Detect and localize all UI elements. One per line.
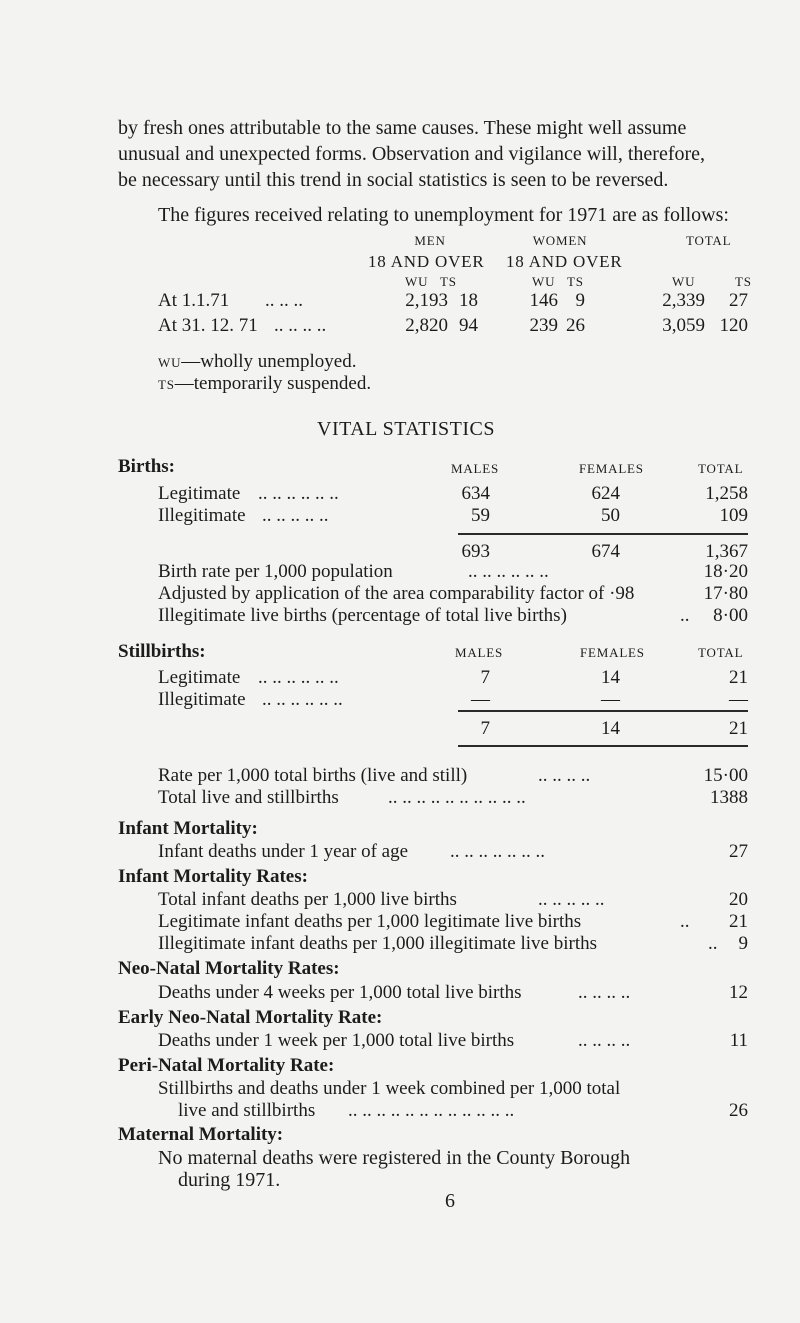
row-label: Legitimate [158,667,241,688]
women-ts-value: 26 [566,315,585,336]
males-sum: 7 [480,718,490,739]
women-wu-value: 239 [529,315,558,336]
women-wu-value: 146 [529,290,558,311]
rate-value: 20 [729,889,748,910]
rate-leader: .. .. .. .. .. .. .. [450,841,545,862]
females-sum: 14 [601,718,620,739]
females-value: 50 [601,505,620,526]
rate-value: 21 [729,911,748,932]
vital-statistics-heading: VITAL STATISTICS [317,418,495,440]
total-wu-value: 2,339 [662,290,705,311]
women-header: WOMEN [532,233,588,248]
rate-value: 27 [729,841,748,862]
men-wu-header: WU [405,274,429,289]
rate-label: Total live and stillbirths [158,787,339,808]
unemployment-lead: The figures received relating to unemployment for 1971 are as follows: [158,204,729,226]
row-leader: .. .. .. [265,290,303,311]
men-ts-value: 18 [459,290,478,311]
row-label: Legitimate [158,483,241,504]
row-leader: .. .. .. .. .. [262,505,329,526]
rate-leader: .. [680,605,690,626]
rate-label: live and stillbirths [178,1100,316,1121]
rate-label: Adjusted by application of the area comparability factor of ·98 [158,583,635,604]
peri-natal-heading: Peri-Natal Mortality Rate: [118,1055,335,1076]
rate-leader: .. [708,933,718,954]
rate-label: Deaths under 4 weeks per 1,000 total live births [158,982,522,1003]
rate-leader: .. .. .. .. [578,982,631,1003]
row-leader: .. .. .. .. .. .. [258,483,339,504]
rate-leader: .. .. .. .. [538,765,591,786]
infant-mortality-heading: Infant Mortality: [118,818,258,839]
note-ts: TS—temporarily suspended. [158,373,372,394]
note-wu: WU—wholly unemployed. [158,351,357,372]
males-value: — [471,689,490,710]
stillbirths-heading: Stillbirths: [118,641,206,662]
women-sub-header: 18 AND OVER [506,252,623,271]
men-ts-header: TS [440,274,457,289]
total-value: 109 [719,505,748,526]
rate-value: 17·80 [703,583,748,604]
males-value: 634 [461,483,490,504]
men-wu-value: 2,193 [405,290,448,311]
females-value: — [601,689,620,710]
rate-label: Total infant deaths per 1,000 live births [158,889,457,910]
rate-value: 26 [729,1100,748,1121]
females-sum: 674 [591,541,620,562]
page-number: 6 [445,1190,455,1212]
men-wu-value: 2,820 [405,315,448,336]
row-leader: .. .. .. .. .. .. [262,689,343,710]
births-total-header: TOTAL [698,461,744,476]
total-wu-header: WU [672,274,696,289]
row-label: Illegitimate [158,689,246,710]
rate-leader: .. .. .. .. .. [538,889,605,910]
total-wu-value: 3,059 [662,315,705,336]
total-value: 1,258 [705,483,748,504]
rate-label: Stillbirths and deaths under 1 week combined per 1,000 total [158,1078,621,1099]
women-ts-value: 9 [575,290,585,311]
stillbirths-bottom-rule [458,745,748,747]
births-males-header: MALES [451,461,500,476]
rate-value: 1388 [710,787,748,808]
men-sub-header: 18 AND OVER [368,252,485,271]
rate-leader: .. .. .. .. .. .. [468,561,549,582]
row-leader: .. .. .. .. [274,315,327,336]
rate-leader: .. .. .. .. .. .. .. .. .. .. .. .. [348,1100,515,1121]
early-neo-natal-heading: Early Neo-Natal Mortality Rate: [118,1007,383,1028]
rate-label: Birth rate per 1,000 population [158,561,393,582]
men-ts-value: 94 [459,315,478,336]
intro-line-2: unusual and unexpected forms. Observation and vigilance will, therefore, [118,143,706,165]
neo-natal-heading: Neo-Natal Mortality Rates: [118,958,340,979]
total-ts-value: 27 [729,290,748,311]
maternal-line-1: No maternal deaths were registered in the County Borough [158,1147,631,1169]
females-value: 14 [601,667,620,688]
births-females-header: FEMALES [579,461,644,476]
row-label: Illegitimate [158,505,246,526]
maternal-line-2: during 1971. [178,1169,281,1191]
row-label: At 31. 12. 71 [158,315,258,336]
total-value: — [729,689,748,710]
rate-value: 18·20 [703,561,748,582]
stillbirths-top-rule [458,710,748,712]
males-value: 7 [480,667,490,688]
rate-label: Deaths under 1 week per 1,000 total live births [158,1030,515,1051]
rate-value: 8·00 [713,605,748,626]
males-sum: 693 [461,541,490,562]
total-ts-header: TS [735,274,752,289]
rate-value: 12 [729,982,748,1003]
rate-leader: .. .. .. .. [578,1030,631,1051]
maternal-mortality-heading: Maternal Mortality: [118,1124,284,1145]
total-ts-value: 120 [719,315,748,336]
intro-line-3: be necessary until this trend in social statistics is seen to be reversed. [118,169,669,191]
total-sum: 1,367 [705,541,748,562]
rate-label: Illegitimate infant deaths per 1,000 illegitimate live births [158,933,597,954]
stillbirths-total-header: TOTAL [698,645,744,660]
women-ts-header: TS [567,274,584,289]
total-value: 21 [729,667,748,688]
births-sum-rule [458,533,748,535]
stillbirths-females-header: FEMALES [580,645,645,660]
stillbirths-males-header: MALES [455,645,504,660]
rate-leader: .. [680,911,690,932]
rate-label: Legitimate infant deaths per 1,000 legitimate live births [158,911,582,932]
total-header: TOTAL [686,233,732,248]
rate-value: 15·00 [703,765,748,786]
row-label: At 1.1.71 [158,290,230,311]
females-value: 624 [591,483,620,504]
row-leader: .. .. .. .. .. .. [258,667,339,688]
rate-label: Infant deaths under 1 year of age [158,841,409,862]
intro-line-1: by fresh ones attributable to the same causes. These might well assume [118,117,687,139]
rate-label: Illegitimate live births (percentage of total live births) [158,605,567,626]
males-value: 59 [471,505,490,526]
rate-value: 9 [738,933,748,954]
men-header: MEN [414,233,446,248]
rate-leader: .. .. .. .. .. .. .. .. .. .. [388,787,526,808]
total-sum: 21 [729,718,748,739]
women-wu-header: WU [532,274,556,289]
births-heading: Births: [118,456,175,477]
rate-value: 11 [729,1030,748,1051]
rate-label: Rate per 1,000 total births (live and still) [158,765,468,786]
infant-mortality-rates-heading: Infant Mortality Rates: [118,866,308,887]
